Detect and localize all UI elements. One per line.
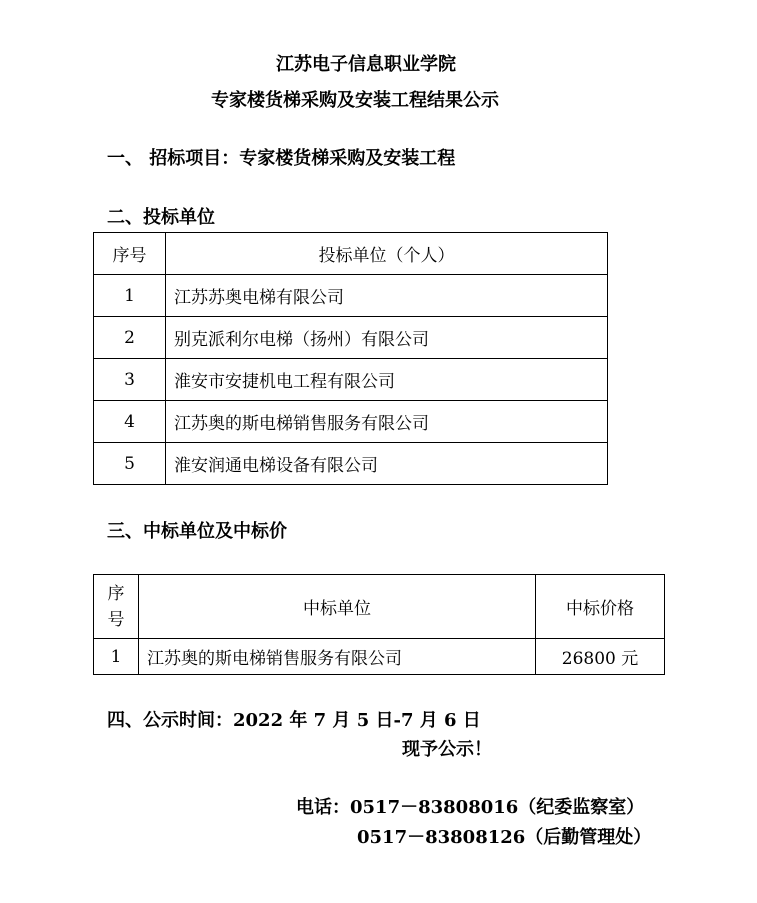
document-title-line1: 江苏电子信息职业学院 <box>276 54 456 75</box>
winner-unit: 江苏奥的斯电梯销售服务有限公司 <box>139 639 536 675</box>
section1-bid-project: 一、 招标项目：专家楼货梯采购及安装工程 <box>107 148 456 169</box>
winner-header-no <box>94 575 139 639</box>
bidder-name: 淮安市安捷机电工程有限公司 <box>166 359 608 401</box>
table-row <box>94 639 665 675</box>
table-row <box>94 401 608 443</box>
announcement-text: 现予公示！ <box>402 739 492 760</box>
bidder-name: 江苏苏奥电梯有限公司 <box>166 275 608 317</box>
table-row <box>94 443 608 485</box>
contact-phone-line2: 0517－83808126（后勤管理处） <box>357 827 652 848</box>
section4-publicity-period: 四、公示时间：2022 年 7 月 5 日-7 月 6 日 <box>107 710 481 731</box>
winner-header-price: 中标价格 <box>536 575 665 639</box>
winner-header-no-char2: 号 <box>107 609 125 630</box>
bidders-header-no: 序号 <box>94 233 166 275</box>
contact-phone-line1: 电话：0517－83808016（纪委监察室） <box>296 797 645 818</box>
section2-title: 二、投标单位 <box>107 207 215 228</box>
table-row <box>94 317 608 359</box>
winner-header-no-char1: 序 <box>107 583 125 604</box>
bidder-name: 别克派利尔电梯（扬州）有限公司 <box>166 317 608 359</box>
bidder-name: 江苏奥的斯电梯销售服务有限公司 <box>166 401 608 443</box>
document-title-line2: 专家楼货梯采购及安装工程结果公示 <box>211 90 499 111</box>
winner-price: 26800 元 <box>536 639 665 675</box>
bidder-name: 淮安润通电梯设备有限公司 <box>166 443 608 485</box>
bidders-table <box>93 232 608 485</box>
section3-title: 三、中标单位及中标价 <box>107 521 287 542</box>
table-row <box>94 275 608 317</box>
bidder-no: 1 <box>94 275 166 317</box>
winner-header-unit: 中标单位 <box>139 575 536 639</box>
bidder-no: 2 <box>94 317 166 359</box>
table-row <box>94 359 608 401</box>
bidder-no: 5 <box>94 443 166 485</box>
bidders-header-name: 投标单位（个人） <box>166 233 608 275</box>
bidder-no: 4 <box>94 401 166 443</box>
winner-table <box>93 574 665 675</box>
bidder-no: 3 <box>94 359 166 401</box>
winner-no: 1 <box>94 639 139 675</box>
